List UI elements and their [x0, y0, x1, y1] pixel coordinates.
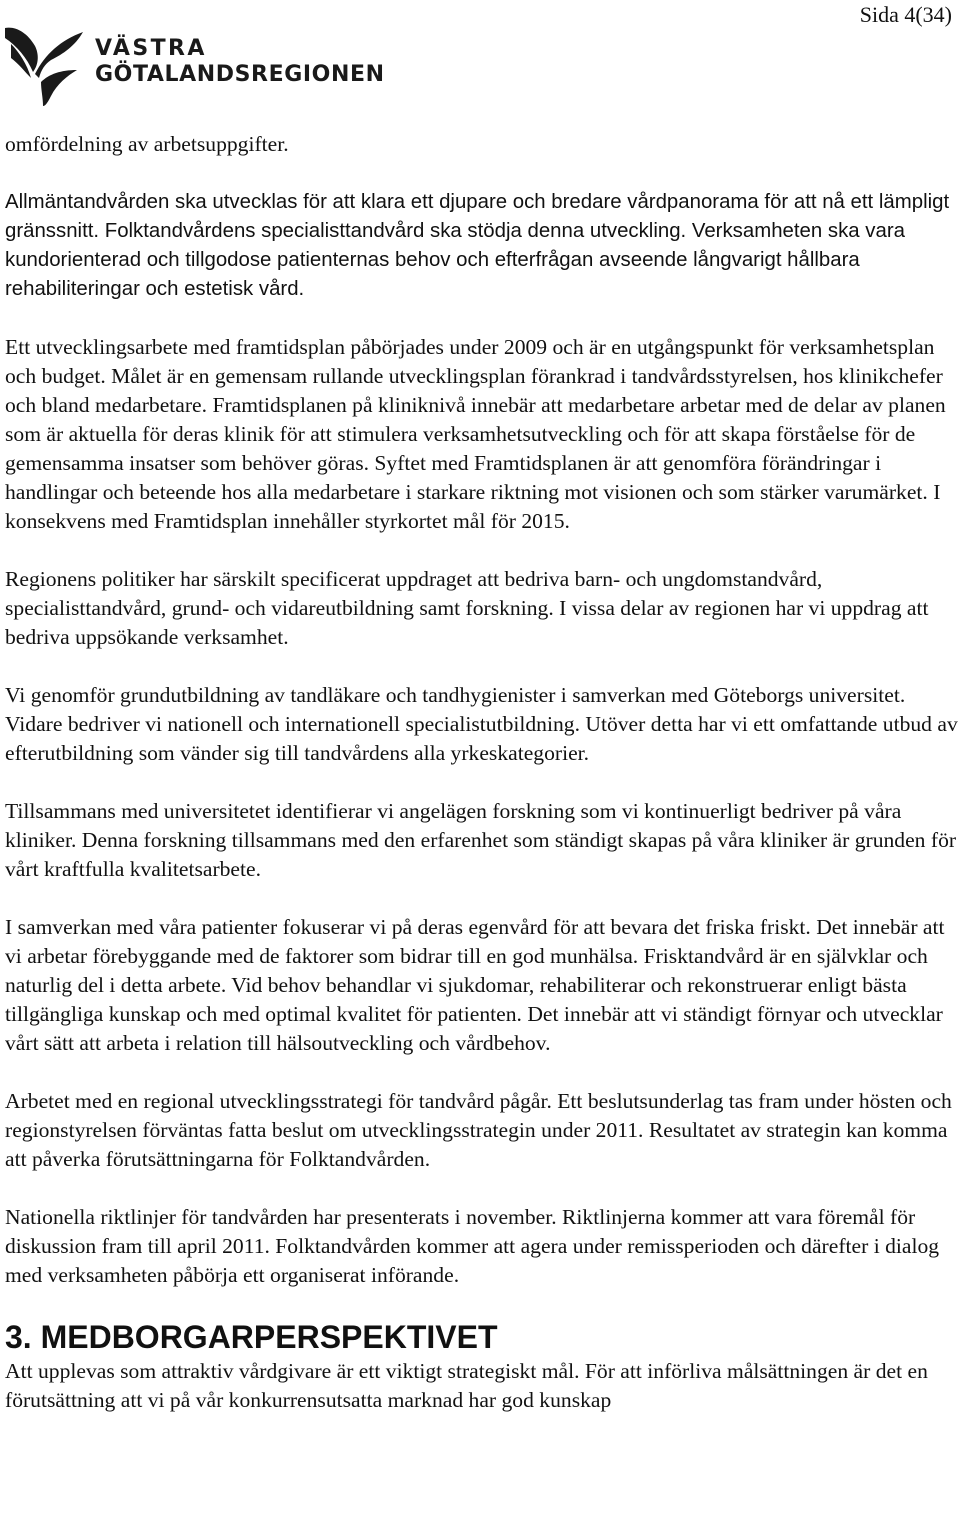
- logo-text-vastra: VÄSTRA: [95, 36, 207, 61]
- paragraph-allmantandvarden: Allmäntandvården ska utvecklas för att klara ett djupare och bredare vårdpanorama för att nå ett lämpligt gränssnitt. Folktandvårdens specialisttandvård ska stödja denna utveckling. Verksamheten ska vara kundorienterad och tillgodose patienternas behov och efterfrågan avseende långvarigt hållbara rehabiliteringar och estetisk vård.: [5, 191, 950, 300]
- paragraph-grundutbildning: Vi genomför grundutbildning av tandläkare och tandhygienister i samverkan med Göteborgs universitet. Vidare bedriver vi nationell och internationell specialistutbildning. Utöver detta har vi ett omfattande utbud av efterutbildning som vänder sig till tandvårdens alla yrkeskategorier.: [5, 683, 958, 765]
- paragraph-nationella-riktlinjer: Nationella riktlinjer för tandvården har presenterats i november. Riktlinjerna kommer att vara föremål för diskussion fram till april 2011. Folktandvården kommer att agera under remissperioden och därefter i dialog med verksamheten påbörja ett organiserat införande.: [5, 1205, 940, 1287]
- paragraph-utvecklingsarbete: Ett utvecklingsarbete med framtidsplan påbörjades under 2009 och är en utgångspunkt för verksamhetsplan och budget. Målet är en gemensam rullande utvecklingsplan förankrad i tandvårdsstyrelsen, hos klinikchefer och bland medarbetare. Framtidsplanen på kliniknivå innebär att medarbetare arbetar med de delar av planen som är aktuella för deras klinik för att stimulera verksamhetsutveckling och för att skapa förståelse för de gemensamma insatser som behöver göras. Syftet med Framtidsplanen är att genomföra förändringar i handlingar och beteende hos alla medarbetare i starkare riktning mot visionen och som stärker varumärket. I konsekvens med Framtidsplan innehåller styrkortet mål för 2015.: [5, 335, 946, 533]
- logo-text-gotalandsregionen: GÖTALANDSREGIONEN: [95, 62, 385, 87]
- paragraph-forskning: Tillsammans med universitetet identifierar vi angelägen forskning som vi kontinuerligt bedriver på våra kliniker. Denna forskning tillsammans med den erfarenhet som ständigt skapas på våra kliniker är grunden för vårt kraftfulla kvalitetsarbete.: [5, 799, 957, 881]
- page-number: Sida 4(34): [859, 2, 952, 27]
- paragraph-regionens-politiker: Regionens politiker har särskilt specificerat uppdraget att bedriva barn- och ungdomstandvård, specialisttandvård, grund- och vidareutbildning samt forskning. I vissa delar av regionen har vi uppdrag att bedriva uppsökande verksamhet.: [5, 567, 929, 649]
- paragraph-utvecklingsstrategi: Arbetet med en regional utvecklingsstrategi för tandvård pågår. Ett beslutsunderlag tas fram under hösten och regionstyrelsen förväntas fatta beslut om utvecklingsstrategin under 2011. Resultatet av strategin kan komma att påverka förutsättningarna för Folktandvården.: [5, 1089, 952, 1171]
- logo-emblem-icon: [5, 24, 91, 106]
- paragraph-attraktiv-vardgivare: Att upplevas som attraktiv vårdgivare är ett viktigt strategiskt mål. För att införliva målsättningen är det en förutsättning att vi på vår konkurrensutsatta marknad har god kunskap: [5, 1359, 928, 1412]
- section-heading: 3. MEDBORGARPERSPEKTIVET: [5, 1319, 498, 1355]
- paragraph-egenvard: I samverkan med våra patienter fokuserar vi på deras egenvård för att bevara det friska friskt. Det innebär att vi arbetar förebyggande med de faktorer som bidrar till en god munhälsa. Frisktandvård är en självklar och naturlig del i detta arbete. Vid behov behandlar vi sjukdomar, rehabiliterar och rekonstruerar enligt bästa tillgängliga kunskap och med optimal kvalitet för patienten. Det innebär att vi ständigt förnyar och utvecklar vårt sätt att arbeta i relation till hälsoutveckling och vårdbehov.: [5, 915, 945, 1055]
- paragraph-omfordelning: omfördelning av arbetsuppgifter.: [5, 132, 289, 156]
- region-logo: [5, 24, 385, 106]
- document-body: [5, 130, 959, 1415]
